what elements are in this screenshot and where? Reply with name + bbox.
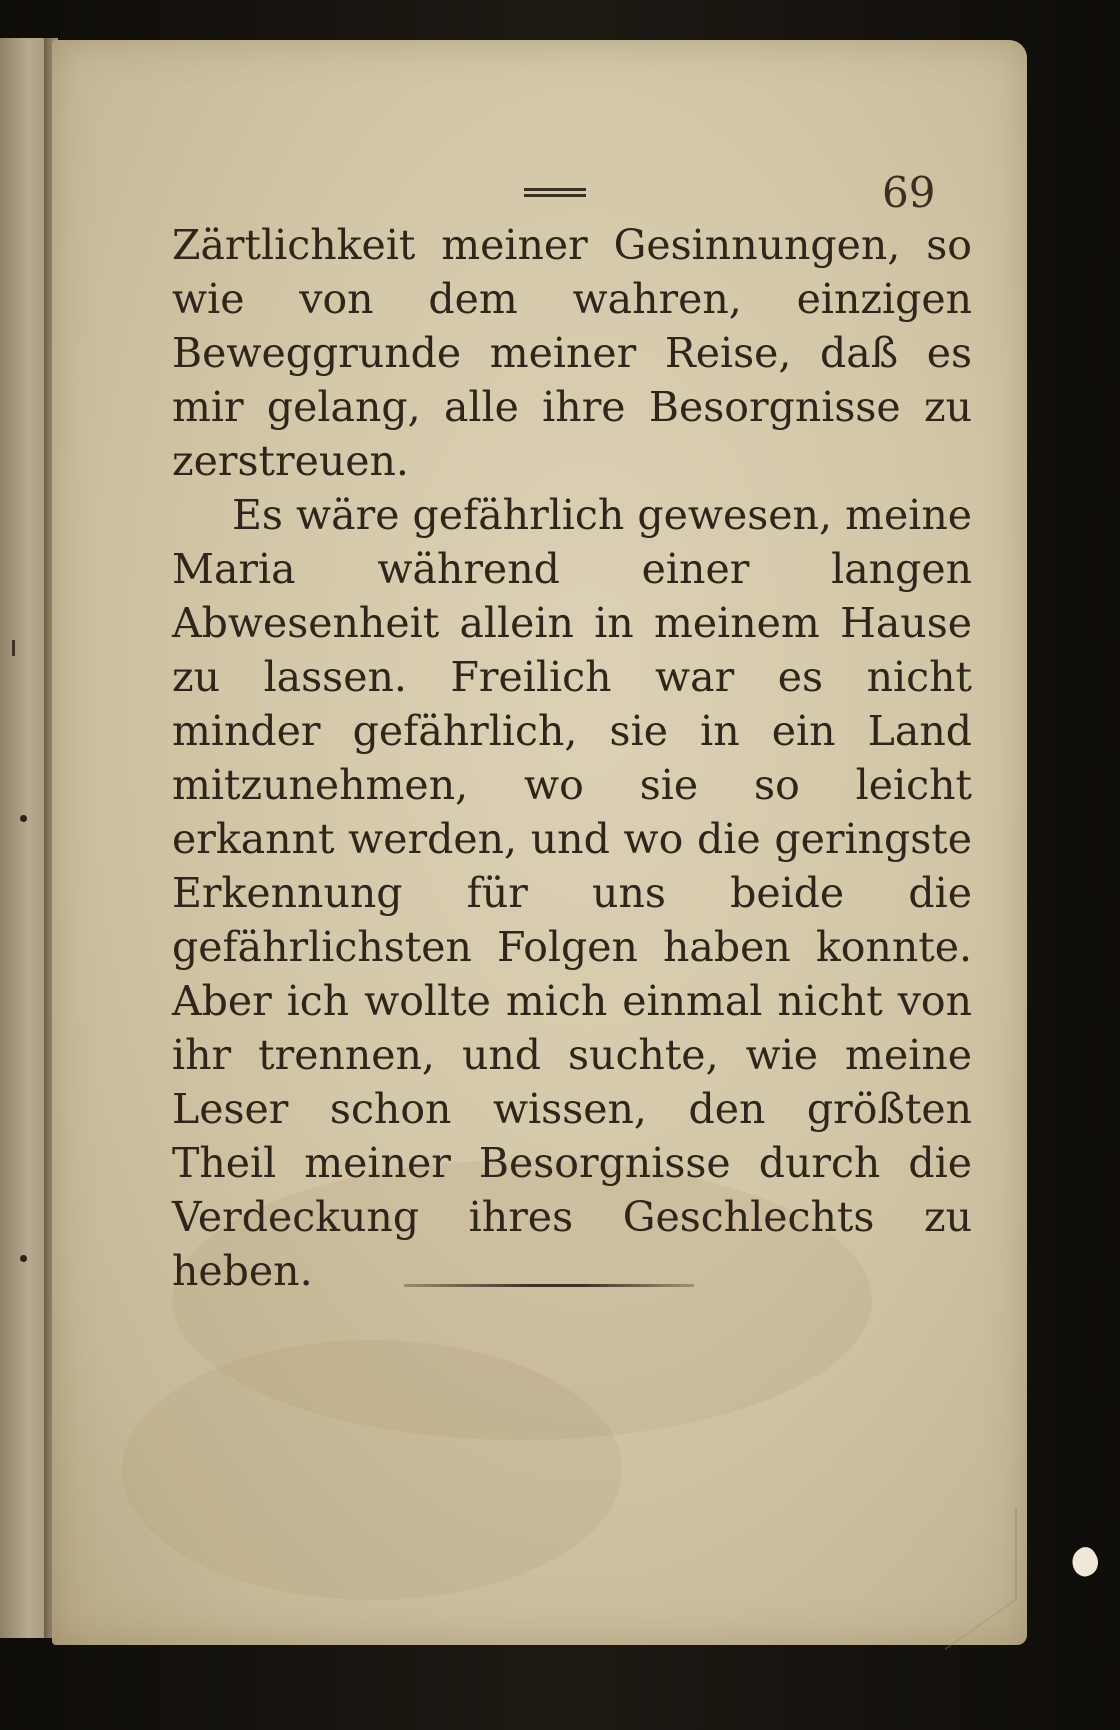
book-page (52, 40, 1027, 1645)
section-end-rule (404, 1284, 694, 1287)
paragraph: Es wäre gefährlich gewesen, meine Maria während einer langen Abwesenheit allein in meinem Hause zu lassen. Freilich war es nicht minder gefährlich, sie in ein Land mitzunehmen, wo sie so leicht erkannt werden, und wo die geringste Erkennung für uns beide die gefährlichsten Folgen haben konnte. Aber ich wollte mich einmal nicht von ihr trennen, und suchte, wie meine Leser schon wissen, den größten Theil meiner Besorgnisse durch die Verdeckung ihres Geschlechts zu heben. (172, 491, 972, 1295)
corner-paper-fleck (1067, 1543, 1104, 1580)
header-ornament (524, 188, 586, 198)
ornament-line (524, 188, 586, 191)
edge-mark (20, 815, 27, 822)
body-text (172, 218, 972, 1298)
paper-stain (122, 1340, 622, 1600)
ornament-line (524, 194, 586, 197)
page-number: 69 (882, 168, 936, 217)
edge-mark (12, 640, 15, 656)
page-corner-fold (945, 1508, 1017, 1650)
edge-mark (20, 1255, 27, 1262)
paragraph: Zärtlichkeit meiner Gesinnungen, so wie von dem wahren, einzigen Beweggrunde meiner Reise, daß es mir gelang, alle ihre Besorgnisse zu zerstreuen. (172, 221, 972, 485)
